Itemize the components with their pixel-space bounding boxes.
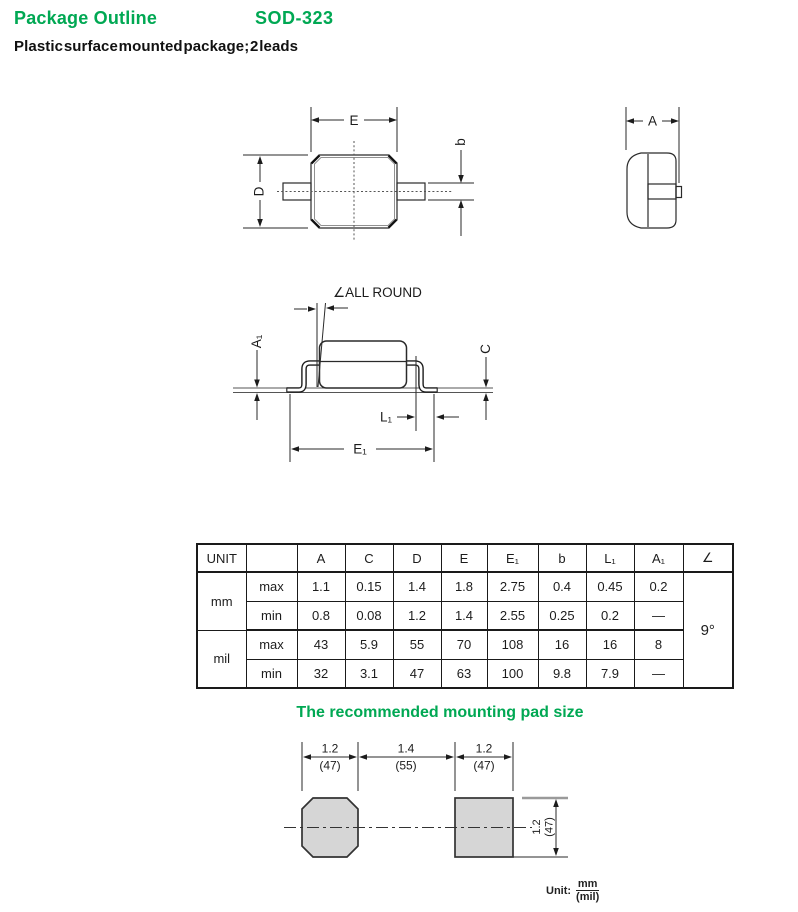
- cell: 63: [441, 659, 487, 688]
- col-header-blank: [246, 544, 297, 572]
- table-row-mil-min: [197, 659, 733, 688]
- dim-label-a: A: [647, 113, 658, 129]
- row-label: min: [246, 659, 297, 688]
- dim-label-e: E: [349, 113, 359, 128]
- col-header-d: D: [393, 544, 441, 572]
- cell: 100: [487, 659, 538, 688]
- mounting-pad-drawing: [284, 742, 568, 858]
- cell: 1.8: [441, 572, 487, 601]
- cell: —: [634, 659, 683, 688]
- col-header-a1: A₁: [634, 544, 683, 572]
- pad-dim-2-mil: (55): [395, 758, 417, 773]
- unit-fraction: [576, 879, 599, 903]
- cell: 0.2: [634, 572, 683, 601]
- cell: 0.4: [538, 572, 586, 601]
- cell: 108: [487, 630, 538, 659]
- cell: 0.08: [345, 601, 393, 630]
- page-title: Package Outline: [14, 8, 158, 28]
- unit-numerator: mm: [577, 878, 598, 890]
- cell: 0.15: [345, 572, 393, 601]
- dim-label-d: D: [251, 186, 267, 197]
- unit-label: Unit:: [546, 885, 572, 897]
- table-row-mm-min: [197, 601, 733, 630]
- row-label: max: [246, 572, 297, 601]
- cell: 55: [393, 630, 441, 659]
- dimensions-table: [196, 543, 734, 689]
- table-row-mil-max: [197, 630, 733, 659]
- col-header-unit: UNIT: [197, 544, 246, 572]
- cell: 16: [538, 630, 586, 659]
- col-header-l1: L₁: [586, 544, 634, 572]
- cell: 1.1: [297, 572, 345, 601]
- unit-note: [546, 879, 599, 903]
- col-header-a: A: [297, 544, 345, 572]
- col-header-b: b: [538, 544, 586, 572]
- pad-dim-1-mil: (47): [319, 758, 341, 773]
- dim-label-l1: L₁: [379, 409, 393, 425]
- cell: 7.9: [586, 659, 634, 688]
- cell: 2.75: [487, 572, 538, 601]
- cell: 2.55: [487, 601, 538, 630]
- cell: 0.25: [538, 601, 586, 630]
- row-label: min: [246, 601, 297, 630]
- cell: 32: [297, 659, 345, 688]
- col-header-c: C: [345, 544, 393, 572]
- cell: 5.9: [345, 630, 393, 659]
- all-round-note: ∠ALL ROUND: [333, 285, 422, 300]
- dim-label-c: C: [478, 344, 493, 354]
- cell: 47: [393, 659, 441, 688]
- page-subtitle: Plastic surface mounted package; 2 leads: [14, 38, 299, 55]
- row-label: max: [246, 630, 297, 659]
- cell: 1.4: [393, 572, 441, 601]
- table-row-mm-max: [197, 572, 733, 601]
- top-view-drawing: [243, 107, 474, 240]
- angle-value-cell: 9°: [683, 572, 733, 688]
- cell: 1.2: [393, 601, 441, 630]
- dim-label-e1: E₁: [353, 441, 367, 457]
- pad-dim-side-mil: (47): [543, 817, 556, 837]
- dim-label-a1: A₁: [249, 334, 264, 349]
- unit-denominator: (mil): [576, 891, 600, 903]
- cell: 8: [634, 630, 683, 659]
- unit-cell-mil: mil: [197, 630, 246, 688]
- pad-dim-3-mm: 1.2: [475, 741, 493, 756]
- unit-cell-mm: mm: [197, 572, 246, 630]
- pad-dim-side-mm: 1.2: [531, 819, 543, 835]
- cell: 1.4: [441, 601, 487, 630]
- cell: 0.45: [586, 572, 634, 601]
- package-name: SOD-323: [255, 8, 334, 28]
- cell: 16: [586, 630, 634, 659]
- pad-dim-3-mil: (47): [473, 758, 495, 773]
- cell: 0.8: [297, 601, 345, 630]
- side-view-drawing: [233, 285, 493, 462]
- mounting-pad-heading: The recommended mounting pad size: [296, 704, 584, 721]
- cell: 9.8: [538, 659, 586, 688]
- col-header-e: E: [441, 544, 487, 572]
- cell: 43: [297, 630, 345, 659]
- cell: 0.2: [586, 601, 634, 630]
- col-header-e1: E₁: [487, 544, 538, 572]
- col-header-angle: ∠: [683, 544, 733, 572]
- table-header-row: [197, 544, 733, 572]
- cell: 70: [441, 630, 487, 659]
- pad-dim-1-mm: 1.2: [321, 741, 339, 756]
- dim-label-b: b: [453, 138, 468, 146]
- cell: —: [634, 601, 683, 630]
- pad-dim-2-mm: 1.4: [397, 741, 415, 756]
- end-view-drawing: [626, 107, 682, 228]
- cell: 3.1: [345, 659, 393, 688]
